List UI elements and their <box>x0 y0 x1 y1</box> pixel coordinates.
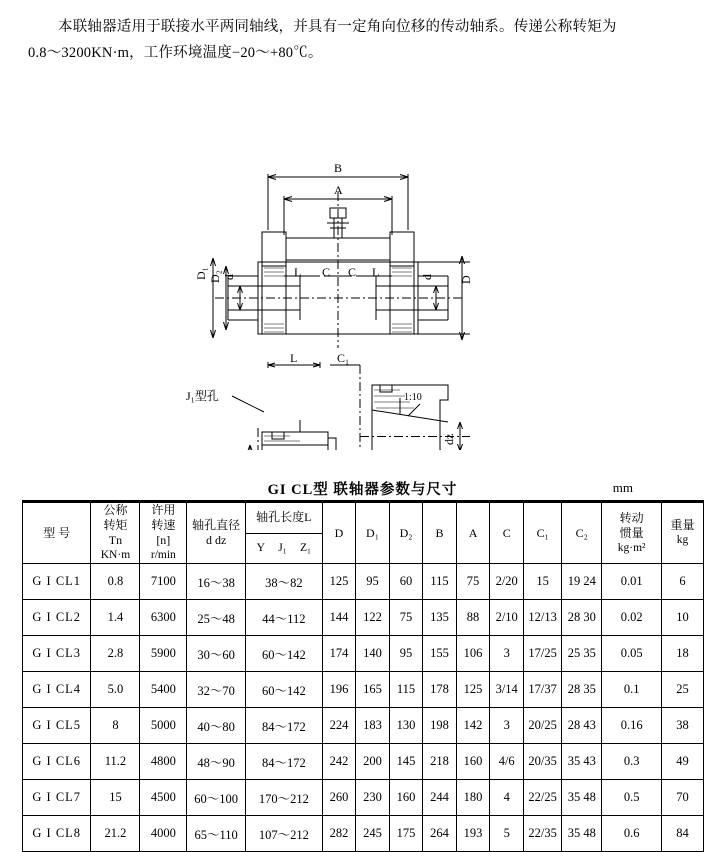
header-torque-l1: 公称 <box>103 503 128 517</box>
header-D1: D₁ <box>356 503 390 564</box>
cell-C1: 15 <box>524 564 562 600</box>
cell-speed: 4500 <box>140 780 187 816</box>
header-weight-l2: kg <box>676 534 689 546</box>
cell-D: 260 <box>322 780 356 816</box>
cell-bore_len: 170～212 <box>246 780 323 816</box>
header-bore-dia <box>187 503 246 564</box>
cell-A: 106 <box>456 636 490 672</box>
cell-C2: 35 48 <box>562 816 602 852</box>
cell-C1: 17/25 <box>524 636 562 672</box>
cell-D2: 160 <box>389 780 423 816</box>
label-B: B <box>334 161 343 175</box>
cell-speed: 5900 <box>140 636 187 672</box>
cell-C1: 20/25 <box>524 708 562 744</box>
cell-bore_dia: 60～100 <box>187 780 246 816</box>
cell-C: 3/14 <box>490 672 524 708</box>
coupling-technical-drawing <box>0 80 725 450</box>
cell-C: 2/10 <box>490 600 524 636</box>
cell-bore_dia: 65～110 <box>187 816 246 852</box>
cell-D: 125 <box>322 564 356 600</box>
header-inertia-l1: 转动 <box>619 510 644 525</box>
cell-model: G I CL8 <box>23 816 91 852</box>
header-torque-l2: 转矩 <box>103 518 128 532</box>
cell-speed: 5000 <box>140 708 187 744</box>
label-d-left: d <box>222 274 236 280</box>
cell-model: G I CL7 <box>23 780 91 816</box>
cell-D1: 183 <box>356 708 390 744</box>
spec-table <box>22 502 704 852</box>
cell-D1: 122 <box>356 600 390 636</box>
cell-D1: 200 <box>356 744 390 780</box>
cell-C2: 35 43 <box>562 744 602 780</box>
header-row-1 <box>23 503 704 534</box>
cell-B: 218 <box>423 744 457 780</box>
label-L-left: L <box>294 265 302 279</box>
cell-weight: 49 <box>661 744 703 780</box>
header-speed-l1: 许用 <box>151 503 176 517</box>
cell-C1: 22/35 <box>524 816 562 852</box>
cell-speed: 7100 <box>140 564 187 600</box>
cell-model: G I CL3 <box>23 636 91 672</box>
cell-inertia: 0.3 <box>602 744 662 780</box>
cell-C: 4/6 <box>490 744 524 780</box>
cell-C: 3 <box>490 708 524 744</box>
header-weight-l1: 重量 <box>670 518 695 532</box>
label-J1-hole: J₁型孔 <box>186 389 219 403</box>
cell-bore_len: 84～172 <box>246 744 323 780</box>
cell-A: 125 <box>456 672 490 708</box>
cell-speed: 4000 <box>140 816 187 852</box>
table-row <box>23 600 704 636</box>
header-B: B <box>423 503 457 564</box>
cell-weight: 10 <box>661 600 703 636</box>
cell-weight: 38 <box>661 708 703 744</box>
header-weight <box>661 503 703 564</box>
header-bore-dia-l2: d dz <box>205 533 227 547</box>
label-d-right: d <box>420 274 434 280</box>
header-speed-l2: 转速 <box>151 518 176 532</box>
cell-D2: 60 <box>389 564 423 600</box>
cell-D2: 95 <box>389 636 423 672</box>
cell-bore_len: 107～212 <box>246 816 323 852</box>
cell-torque: 1.4 <box>91 600 140 636</box>
cell-model: G I CL4 <box>23 672 91 708</box>
table-row <box>23 564 704 600</box>
cell-torque: 2.8 <box>91 636 140 672</box>
label-A: A <box>334 183 343 197</box>
cell-B: 115 <box>423 564 457 600</box>
cell-bore_dia: 32～70 <box>187 672 246 708</box>
cell-inertia: 0.02 <box>602 600 662 636</box>
table-row <box>23 816 704 852</box>
cell-inertia: 0.5 <box>602 780 662 816</box>
cell-torque: 0.8 <box>91 564 140 600</box>
header-A: A <box>456 503 490 564</box>
header-bore-dia-l1: 轴孔直径 <box>192 518 241 532</box>
table-row <box>23 636 704 672</box>
cell-B: 198 <box>423 708 457 744</box>
cell-D1: 165 <box>356 672 390 708</box>
header-speed <box>140 503 187 564</box>
spec-table-body <box>23 564 704 852</box>
cell-C2: 28 43 <box>562 708 602 744</box>
cell-C2: 25 35 <box>562 636 602 672</box>
cell-C1: 17/37 <box>524 672 562 708</box>
spec-table-head <box>23 503 704 564</box>
header-D2: D₂ <box>389 503 423 564</box>
header-bore-len-sub-J1: J₁ <box>278 541 287 554</box>
cell-speed: 4800 <box>140 744 187 780</box>
label-dz: dz <box>442 433 456 445</box>
cell-bore_len: 60～142 <box>246 672 323 708</box>
cell-B: 178 <box>423 672 457 708</box>
cell-model: G I CL1 <box>23 564 91 600</box>
table-row <box>23 780 704 816</box>
label-C1: C₁ <box>337 351 350 365</box>
cell-torque: 8 <box>91 708 140 744</box>
cell-A: 88 <box>456 600 490 636</box>
cell-D2: 145 <box>389 744 423 780</box>
cell-torque: 5.0 <box>91 672 140 708</box>
intro-line-2: 0.8～3200KN·m，工作环境温度−20～+80℃。 <box>28 45 323 61</box>
cell-bore_len: 60～142 <box>246 636 323 672</box>
cell-C2: 28 30 <box>562 600 602 636</box>
cell-bore_dia: 30～60 <box>187 636 246 672</box>
intro-line-1: 本联轴器适用于联接水平两同轴线，并具有一定角向位移的传动轴系。传递公称转矩为 <box>58 19 617 35</box>
header-C: C <box>490 503 524 564</box>
header-bore-len-sub-Z1: Z₁ <box>300 541 312 554</box>
header-torque-l4: KN·m <box>100 549 131 561</box>
cell-C: 4 <box>490 780 524 816</box>
label-taper: 1:10 <box>404 392 422 403</box>
cell-A: 193 <box>456 816 490 852</box>
cell-weight: 6 <box>661 564 703 600</box>
header-bore-len-subs <box>246 533 323 564</box>
cell-A: 180 <box>456 780 490 816</box>
cell-D1: 245 <box>356 816 390 852</box>
cell-torque: 11.2 <box>91 744 140 780</box>
table-row <box>23 672 704 708</box>
cell-B: 244 <box>423 780 457 816</box>
cell-D: 224 <box>322 708 356 744</box>
cell-speed: 5400 <box>140 672 187 708</box>
cell-B: 155 <box>423 636 457 672</box>
cell-inertia: 0.1 <box>602 672 662 708</box>
cell-inertia: 0.05 <box>602 636 662 672</box>
cell-bore_len: 84～172 <box>246 708 323 744</box>
cell-D2: 130 <box>389 708 423 744</box>
cell-C: 2/20 <box>490 564 524 600</box>
cell-C: 3 <box>490 636 524 672</box>
header-C2: C₂ <box>562 503 602 564</box>
header-inertia-l2: 惯量 <box>619 525 644 540</box>
cell-bore_len: 38～82 <box>246 564 323 600</box>
cell-C2: 28 35 <box>562 672 602 708</box>
label-D: D <box>459 275 473 284</box>
cell-A: 160 <box>456 744 490 780</box>
cell-B: 264 <box>423 816 457 852</box>
cell-A: 75 <box>456 564 490 600</box>
header-C1: C₁ <box>524 503 562 564</box>
cell-D: 174 <box>322 636 356 672</box>
header-speed-l3: [n] <box>156 533 171 547</box>
label-C-right: C <box>348 265 357 279</box>
cell-bore_dia: 25～48 <box>187 600 246 636</box>
spec-table-wrapper <box>22 502 704 852</box>
cell-D1: 95 <box>356 564 390 600</box>
header-torque-l3: Tn <box>108 533 123 547</box>
cell-C2: 35 48 <box>562 780 602 816</box>
cell-D: 282 <box>322 816 356 852</box>
cell-weight: 70 <box>661 780 703 816</box>
cell-bore_dia: 16～38 <box>187 564 246 600</box>
cell-speed: 6300 <box>140 600 187 636</box>
cell-weight: 84 <box>661 816 703 852</box>
cell-C1: 12/13 <box>524 600 562 636</box>
cell-D1: 140 <box>356 636 390 672</box>
label-D1: D₁ <box>194 267 208 280</box>
table-title: GI CL型 联轴器参数与尺寸 <box>267 482 458 498</box>
intro-paragraph <box>28 14 700 66</box>
table-row <box>23 744 704 780</box>
cell-D2: 75 <box>389 600 423 636</box>
table-row <box>23 708 704 744</box>
table-unit: mm <box>612 480 633 495</box>
cell-C2: 19 24 <box>562 564 602 600</box>
cell-D2: 175 <box>389 816 423 852</box>
header-speed-l4: r/min <box>150 549 176 561</box>
label-C-left: C <box>322 265 331 279</box>
cell-D: 144 <box>322 600 356 636</box>
cell-inertia: 0.16 <box>602 708 662 744</box>
cell-C1: 20/35 <box>524 744 562 780</box>
header-inertia-l3: kg·m² <box>617 541 646 554</box>
cell-model: G I CL5 <box>23 708 91 744</box>
cell-torque: 21.2 <box>91 816 140 852</box>
cell-inertia: 0.01 <box>602 564 662 600</box>
cell-torque: 15 <box>91 780 140 816</box>
header-bore-len: 轴孔长度L <box>246 503 323 534</box>
cell-bore_dia: 40～80 <box>187 708 246 744</box>
cell-bore_len: 44～112 <box>246 600 323 636</box>
cell-C1: 22/25 <box>524 780 562 816</box>
header-bore-len-sub-Y: Y <box>256 541 265 554</box>
cell-B: 135 <box>423 600 457 636</box>
cell-D1: 230 <box>356 780 390 816</box>
cell-weight: 25 <box>661 672 703 708</box>
label-L-right: L <box>372 265 380 279</box>
cell-model: G I CL2 <box>23 600 91 636</box>
cell-weight: 18 <box>661 636 703 672</box>
header-model: 型 号 <box>23 503 91 564</box>
header-inertia <box>602 503 662 564</box>
cell-D2: 115 <box>389 672 423 708</box>
cell-A: 142 <box>456 708 490 744</box>
label-D2: D₂ <box>208 270 222 283</box>
cell-D: 196 <box>322 672 356 708</box>
cell-D: 242 <box>322 744 356 780</box>
cell-model: G I CL6 <box>23 744 91 780</box>
label-L-lower: L <box>290 351 298 365</box>
cell-bore_dia: 48～90 <box>187 744 246 780</box>
header-D: D <box>322 503 356 564</box>
header-torque <box>91 503 140 564</box>
cell-C: 5 <box>490 816 524 852</box>
cell-inertia: 0.6 <box>602 816 662 852</box>
